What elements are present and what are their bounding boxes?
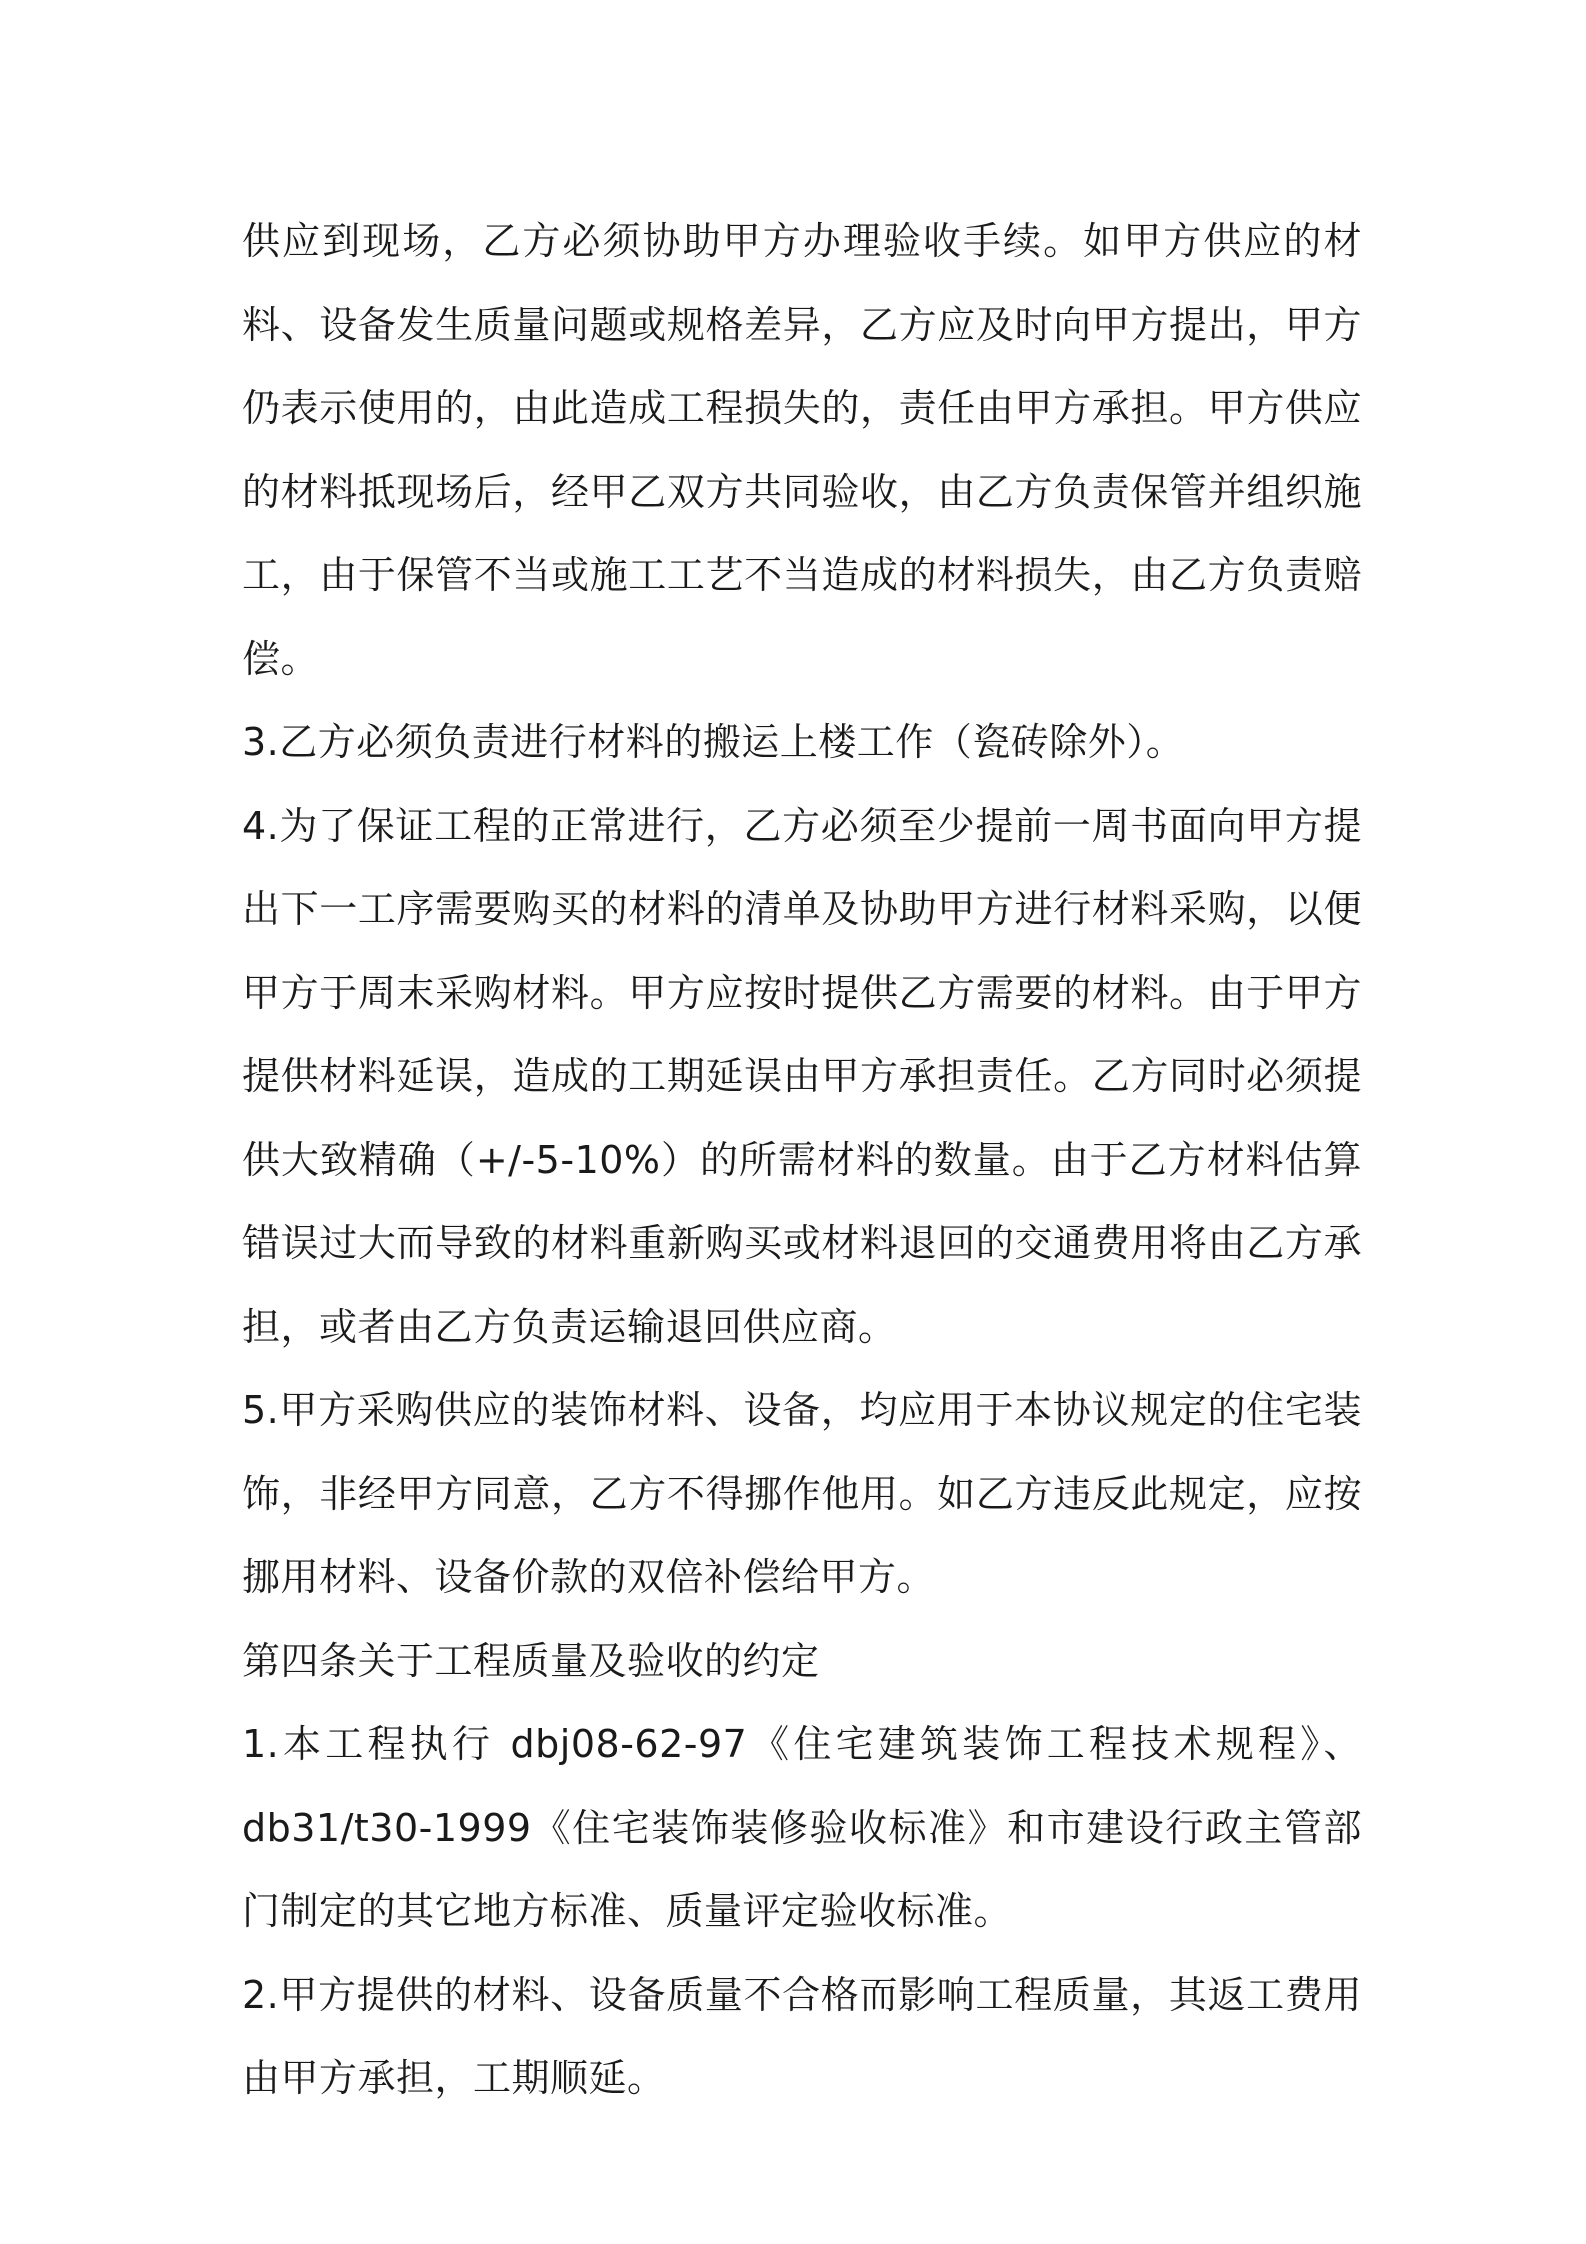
section-heading-article-4: 第四条关于工程质量及验收的约定 [242,1638,820,1683]
paragraph-clause-3: 3.乙方必须负责进行材料的搬运上楼工作（瓷砖除外）。 [242,720,1185,764]
paragraph-clause-4: 4.为了保证工程的正常进行，乙方必须至少提前一周书面向甲方提出下一工序需要购买的材料的清单及协助甲方进行材料采购，以便甲方于周末采购材料。甲方应按时提供乙方需要的材料。由于甲方提供材料延误，造成的工期延误由甲方承担责任。乙方同时必须提供大致精确（+/-5-10%）的所需材料的数量。由于乙方材料估算错误过大而导致的材料重新购买或材料退回的交通费用将由乙方承担，或者由乙方负责运输退回供应商。 [242,803,1362,1349]
paragraph-material-acceptance: 供应到现场，乙方必须协助甲方办理验收手续。如甲方供应的材料、设备发生质量问题或规格差异，乙方应及时向甲方提出，甲方仍表示使用的，由此造成工程损失的，责任由甲方承担。甲方供应的材料抵现场后，经甲乙双方共同验收，由乙方负责保管并组织施工，由于保管不当或施工工艺不当造成的材料损失，由乙方负责赔偿。 [242,219,1362,681]
paragraph-clause-5: 5.甲方采购供应的装饰材料、设备，均应用于本协议规定的住宅装饰，非经甲方同意，乙方不得挪作他用。如乙方违反此规定，应按挪用材料、设备价款的双倍补偿给甲方。 [242,1388,1362,1599]
paragraph-quality-clause-2: 2.甲方提供的材料、设备质量不合格而影响工程质量，其返工费用由甲方承担，工期顺延。 [242,1972,1362,2100]
document-body [242,200,1362,2121]
paragraph-quality-clause-1: 1.本工程执行 dbj08-62-97《住宅建筑装饰工程技术规程》、db31/t30-1999《住宅装饰装修验收标准》和市建设行政主管部门制定的其它地方标准、质量评定验收标准。 [242,1722,1362,1933]
